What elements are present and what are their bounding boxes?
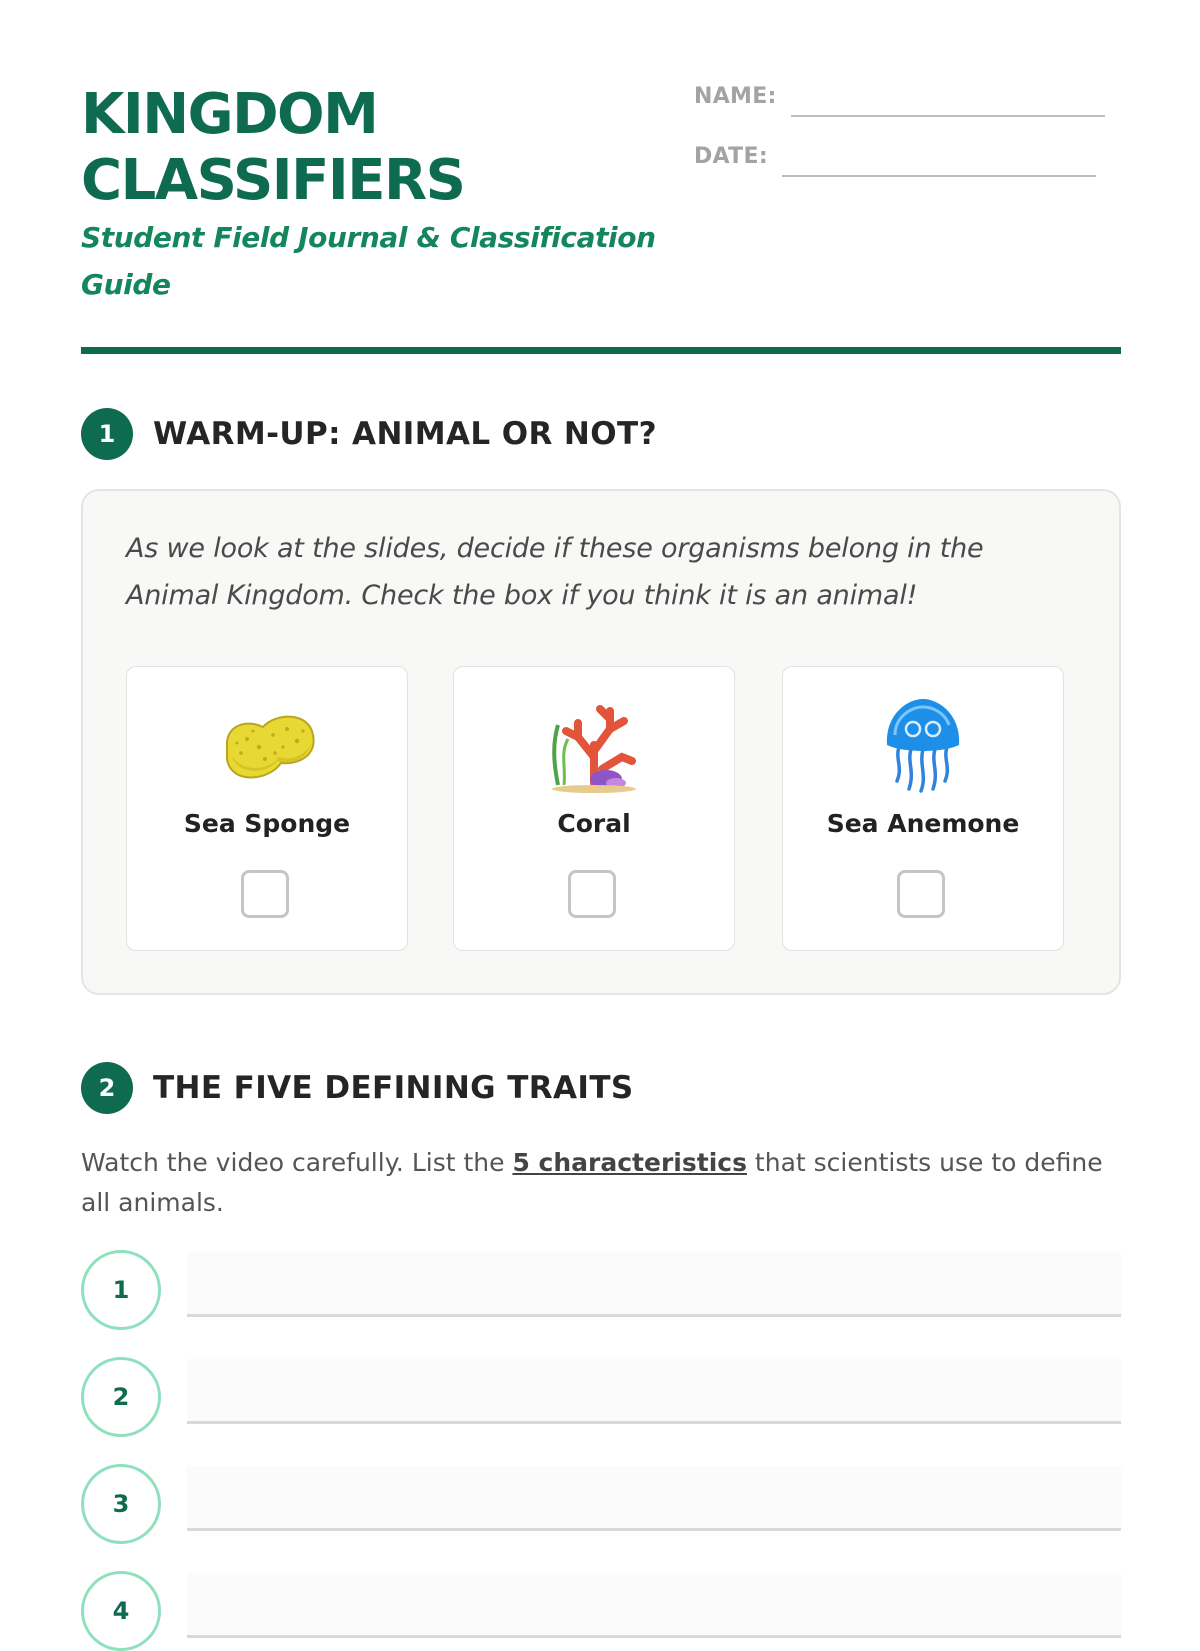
organism-card-sea-sponge bbox=[126, 666, 408, 951]
date-input-line[interactable] bbox=[782, 173, 1096, 177]
section-number-badge: 1 bbox=[81, 408, 133, 460]
organism-card-coral bbox=[453, 666, 735, 951]
instructions-text: Watch the video carefully. List the bbox=[81, 1148, 513, 1177]
jellyfish-icon bbox=[783, 695, 1063, 795]
answer-row bbox=[81, 1357, 1121, 1437]
answer-row bbox=[81, 1250, 1121, 1330]
name-label: NAME: bbox=[694, 84, 777, 109]
warm-up-panel bbox=[81, 489, 1121, 995]
warm-up-instructions: As we look at the slides, decide if these organisms belong in the Animal Kingdom. Check the box if you think it is an animal! bbox=[126, 533, 984, 611]
organism-name: Sea Sponge bbox=[183, 809, 351, 838]
title-line-2: CLASSIFIERS bbox=[81, 148, 465, 213]
animal-checkbox-sea-sponge[interactable] bbox=[241, 870, 289, 918]
page-title bbox=[81, 82, 701, 214]
header-divider bbox=[81, 347, 1121, 354]
answer-number-bubble: 2 bbox=[81, 1357, 161, 1437]
section-number-badge: 2 bbox=[81, 1062, 133, 1114]
organism-name: Coral bbox=[557, 809, 631, 838]
answer-field[interactable] bbox=[187, 1466, 1121, 1531]
animal-checkbox-coral[interactable] bbox=[568, 870, 616, 918]
traits-instructions bbox=[81, 1143, 1121, 1223]
instructions-text-end: that scientists use to define all animals. bbox=[81, 1148, 1103, 1217]
section-title: WARM-UP: ANIMAL OR NOT? bbox=[153, 416, 657, 452]
answer-row bbox=[81, 1464, 1121, 1544]
section-heading-traits bbox=[81, 1062, 634, 1114]
section-heading-warm-up bbox=[81, 408, 657, 460]
worksheet-page bbox=[81, 0, 1121, 1625]
answer-field[interactable] bbox=[187, 1573, 1121, 1638]
answer-number-bubble: 1 bbox=[81, 1250, 161, 1330]
answer-field[interactable] bbox=[187, 1252, 1121, 1317]
name-field bbox=[694, 84, 1105, 109]
answer-field[interactable] bbox=[187, 1359, 1121, 1424]
sponge-icon bbox=[127, 695, 407, 795]
answer-row bbox=[81, 1571, 1121, 1651]
animal-checkbox-sea-anemone[interactable] bbox=[897, 870, 945, 918]
date-label: DATE: bbox=[694, 144, 768, 169]
page-subtitle: Student Field Journal & Classification Guide bbox=[81, 221, 656, 301]
instructions-emphasis: 5 characteristics bbox=[512, 1148, 747, 1177]
name-input-line[interactable] bbox=[791, 113, 1105, 117]
answer-number-bubble: 3 bbox=[81, 1464, 161, 1544]
date-field bbox=[694, 144, 1096, 169]
coral-icon bbox=[454, 695, 734, 795]
section-title: THE FIVE DEFINING TRAITS bbox=[153, 1070, 634, 1106]
title-line-1: KINGDOM bbox=[81, 82, 378, 147]
organism-name: Sea Anemone bbox=[826, 809, 1020, 838]
organism-card-sea-anemone bbox=[782, 666, 1064, 951]
answer-number-bubble: 4 bbox=[81, 1571, 161, 1651]
